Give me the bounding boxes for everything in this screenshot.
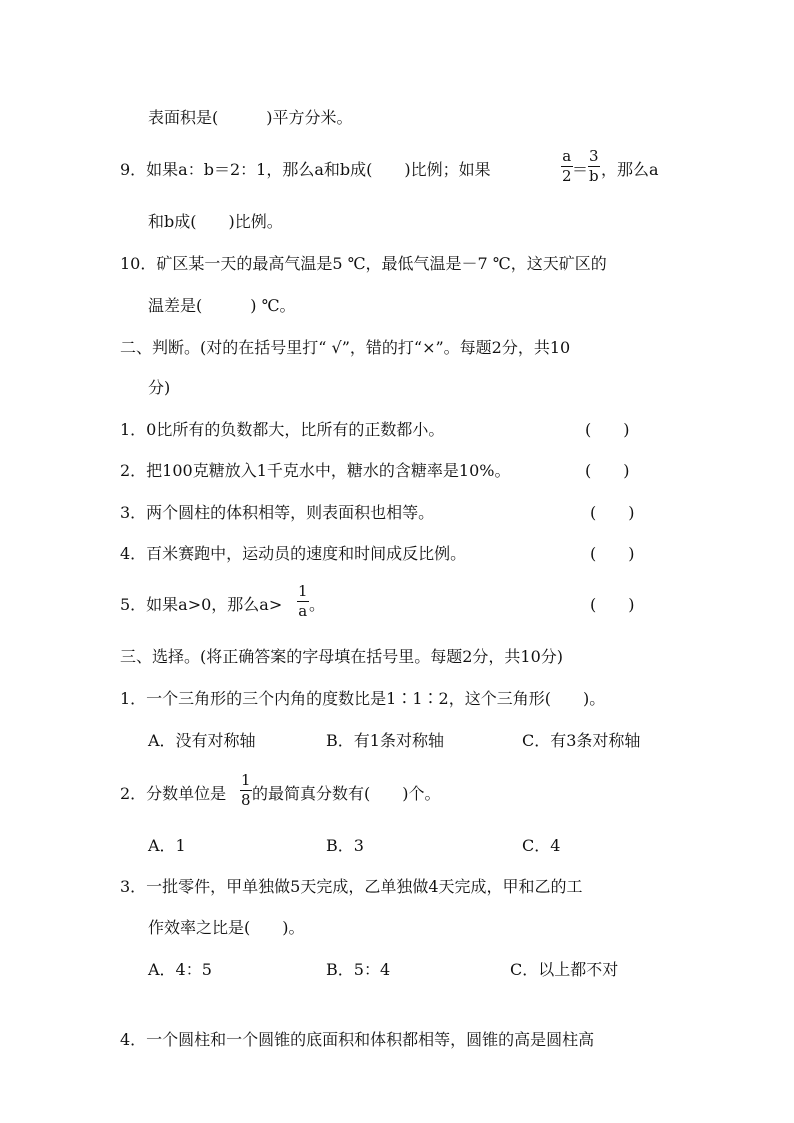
choice-q1-option-a[interactable]: A．没有对称轴 [148, 731, 256, 750]
fraction-numerator: a [562, 147, 572, 165]
answer-paren[interactable]: ( ) [585, 461, 630, 480]
answer-paren[interactable]: ( ) [590, 503, 635, 522]
q8-continuation: 表面积是( )平方分米。 [148, 108, 353, 127]
choice-q2-option-c[interactable]: C．4 [522, 836, 561, 855]
fraction-numerator: 1 [241, 771, 251, 789]
q10-continuation: 温差是( ) ℃。 [148, 296, 296, 315]
section2-title: 二、判断。(对的在括号里打“ √”，错的打“×”。每题2分，共10 [120, 338, 571, 357]
choice-q2-option-a[interactable]: A．1 [148, 836, 186, 855]
item5-fraction-1-over-a [297, 583, 309, 620]
q9-fraction-a-over-2 [561, 148, 573, 185]
q9-text-end: ，那么a [601, 160, 659, 179]
fraction-numerator: 3 [589, 147, 599, 165]
choice-q4: 4．一个圆柱和一个圆锥的底面积和体积都相等，圆锥的高是圆柱高 [120, 1030, 595, 1049]
q2-fraction-1-over-8 [240, 772, 252, 809]
choice-q3-option-c[interactable]: C．以上都不对 [510, 960, 619, 979]
q9-text: 9．如果a：b＝2：1，那么a和b成( )比例；如果 [120, 160, 491, 179]
choice-q1-option-c[interactable]: C．有3条对称轴 [522, 731, 641, 750]
answer-paren[interactable]: ( ) [585, 420, 630, 439]
choice-q2: 2．分数单位是 [120, 784, 227, 803]
fraction-denominator: 8 [241, 791, 251, 809]
choice-q3-option-a[interactable]: A．4：5 [148, 960, 212, 979]
q9-equals: ＝ [572, 160, 589, 179]
judge-item-5-end: 。 [309, 595, 326, 614]
section2-title-continuation: 分) [148, 378, 171, 397]
judge-item-4: 4．百米赛跑中，运动员的速度和时间成反比例。 [120, 544, 467, 563]
q9-fraction-3-over-b [588, 148, 600, 185]
judge-item-1: 1．0比所有的负数都大，比所有的正数都小。 [120, 420, 445, 439]
answer-paren[interactable]: ( ) [590, 544, 635, 563]
answer-paren[interactable]: ( ) [590, 595, 635, 614]
fraction-numerator: 1 [298, 582, 308, 600]
fraction-denominator: b [589, 167, 599, 185]
judge-item-5: 5．如果a>0，那么a> [120, 595, 283, 614]
choice-q2-option-b[interactable]: B．3 [326, 836, 364, 855]
fraction-denominator: a [298, 602, 308, 620]
section3-title: 三、选择。(将正确答案的字母填在括号里。每题2分，共10分) [120, 647, 564, 666]
choice-q1: 1．一个三角形的三个内角的度数比是1∶1∶2，这个三角形( )。 [120, 689, 606, 708]
judge-item-3: 3．两个圆柱的体积相等，则表面积也相等。 [120, 503, 435, 522]
choice-q3-continuation: 作效率之比是( )。 [148, 918, 305, 937]
choice-q1-option-b[interactable]: B．有1条对称轴 [326, 731, 444, 750]
q10-text: 10．矿区某一天的最高气温是5 ℃，最低气温是－7 ℃，这天矿区的 [120, 254, 607, 273]
q9-continuation: 和b成( )比例。 [148, 212, 283, 231]
choice-q2-end: 的最简真分数有( )个。 [252, 784, 441, 803]
judge-item-2: 2．把100克糖放入1千克水中，糖水的含糖率是10%。 [120, 461, 511, 480]
choice-q3: 3．一批零件，甲单独做5天完成，乙单独做4天完成，甲和乙的工 [120, 877, 583, 896]
fraction-denominator: 2 [562, 167, 572, 185]
choice-q3-option-b[interactable]: B．5：4 [326, 960, 391, 979]
